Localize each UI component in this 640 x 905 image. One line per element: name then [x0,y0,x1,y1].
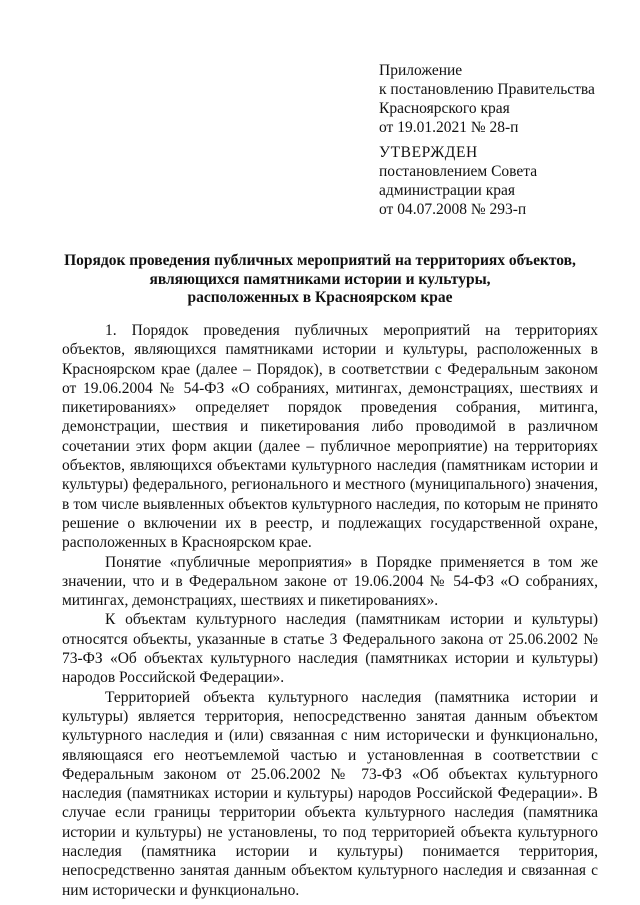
approval-heading: УТВЕРЖДЕН [379,144,478,161]
approval-block [379,143,537,219]
paragraph-4: Территорией объекта культурного наследия (памятника истории и культуры) является территория, непосредственно занятая данным объектом культурного наследия и (или) связанная с ним исторически и функционально, являющаяся его неотъемлемой частью и установленная в соответствии с Федеральным законом от 25.06.2002 № 73-ФЗ «Об объектах культурного наследия (памятниках истории и культуры) народов Российской Федерации». В случае если границы территории объекта культурного наследия (памятника истории и культуры) не установлены, то под территорией объекта культурного наследия (памятника истории и культуры) понимается территория, непосредственно занятая данным объектом культурного наследия и связанная с ним исторически и функционально. [62,688,598,899]
approval-authority: администрации края [379,182,515,199]
document-title [40,252,600,308]
attachment-block [379,61,595,137]
attachment-date-number: от 19.01.2021 № 28-п [379,119,519,136]
title-line: Порядок проведения публичных мероприятий на территориях объектов, [64,252,576,269]
paragraph-2: Понятие «публичные мероприятия» в Порядке применяется в том же значении, что и в Федеральном законе от 19.06.2004 № 54-ФЗ «О собраниях, митингах, демонстрациях, шествиях и пикетированиях». [62,553,598,610]
title-line: являющихся памятниками истории и культуры, [149,270,491,288]
document-body [62,321,598,900]
attachment-label: Приложение [379,62,463,79]
paragraph-1: 1. Порядок проведения публичных мероприятий на территориях объектов, являющихся памятниками истории и культуры, расположенных в Красноярском крае (далее – Порядок), в соответствии с Федеральным законом от 19.06.2004 № 54-ФЗ «О собраниях, митингах, демонстрациях, шествиях и пикетированиях» определяет порядок проведения собрания, митинга, демонстрации, шествия и пикетирования либо проводимой в различном сочетании этих форм акции (далее – публичное мероприятие) на территориях объектов, являющихся объектами культурного наследия (памятникам истории и культуры) федерального, регионального и местного (муниципального) значения, в том числе выявленных объектов культурного наследия, по которым не принято решение о включении их в реестр, и подлежащих государственной охране, расположенных в Красноярском крае. [62,322,598,552]
approval-date-number: от 04.07.2008 № 293-п [379,201,527,218]
approval-resolution: постановлением Совета [379,163,538,180]
attachment-region: Красноярского края [379,100,510,117]
title-line: расположенных в Красноярском крае [187,289,453,306]
paragraph-3: К объектам культурного наследия (памятникам истории и культуры) относятся объекты, указанные в статье 3 Федерального закона от 25.06.2002 № 73-ФЗ «Об объектах культурного наследия (памятниках истории и культуры) народов Российской Федерации». [62,611,598,687]
attachment-resolution: к постановлению Правительства [379,81,595,98]
